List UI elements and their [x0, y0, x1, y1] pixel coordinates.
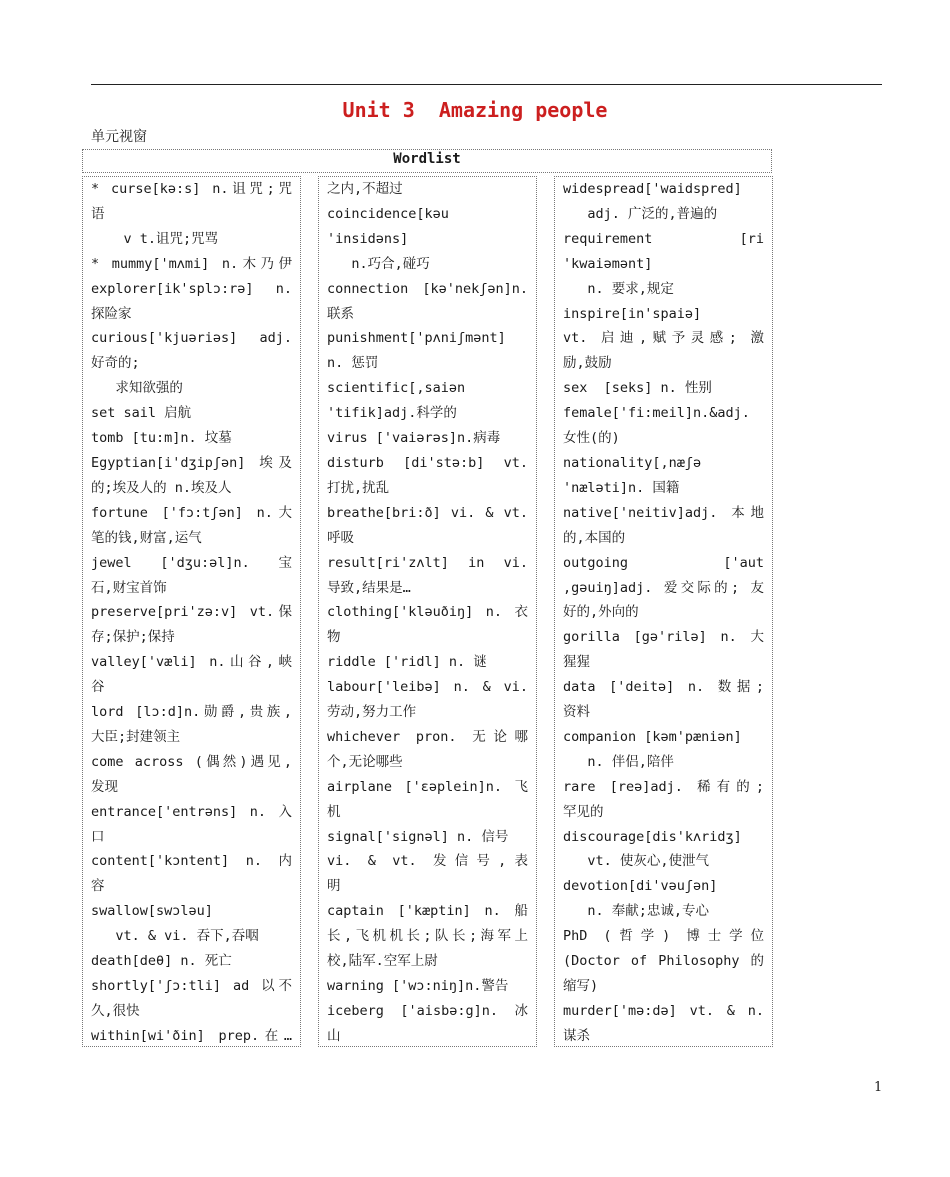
top-rule: [91, 84, 882, 85]
wordlist-line: 存;保护;保持: [91, 629, 175, 646]
wordlist-line: 探险家: [91, 305, 132, 322]
wordlist-line: 猩猩: [563, 654, 590, 671]
page-number: 1: [874, 1080, 883, 1095]
wordlist-line: adj. 广泛的,普遍的: [563, 205, 718, 222]
wordlist-line: explorer[ik'splɔ:rə] n.: [91, 280, 292, 297]
wordlist-line: 笔的钱,财富,运气: [91, 529, 202, 546]
wordlist-line: breathe[bri:ð] vi. & vt.: [327, 504, 528, 521]
wordlist-line: disturb [di'stə:b] vt.: [327, 454, 528, 471]
wordlist-line: scientific[,saiən: [327, 380, 466, 397]
wordlist-line: 的;埃及人的 n.埃及人: [91, 479, 232, 496]
wordlist-column-3: [554, 176, 773, 1047]
wordlist-line: punishment['pʌniʃmənt]: [327, 330, 506, 347]
wordlist-line: valley['væli] n.山谷,峡: [91, 654, 292, 671]
wordlist-line: 校,陆军.空军上尉: [327, 953, 438, 970]
wordlist-column-1: [82, 176, 301, 1047]
wordlist-line: ,gəuiŋ]adj. 爱交际的; 友: [563, 579, 764, 596]
wordlist-line: n.巧合,碰巧: [327, 255, 430, 272]
wordlist-line: tomb [tu:m]n. 坟墓: [91, 430, 232, 447]
wordlist-line: 罕见的: [563, 803, 604, 820]
wordlist-line: 求知欲强的: [91, 380, 183, 397]
wordlist-line: content['kɔntent] n. 内: [91, 853, 292, 870]
wordlist-line: outgoing ['aut: [563, 554, 764, 571]
wordlist-line: 容: [91, 878, 105, 895]
wordlist-line: vt. & vi. 吞下,吞咽: [91, 928, 259, 945]
wordlist-line: Egyptian[i'dʒipʃən] 埃及: [91, 454, 292, 471]
wordlist-line: 机: [327, 803, 341, 820]
wordlist-line: 好奇的;: [91, 355, 140, 372]
wordlist-line: companion [kəm'pæniən]: [563, 728, 742, 745]
wordlist-line: requirement [ri: [563, 230, 764, 247]
wordlist-line: vi. & vt. 发信号,表: [327, 853, 528, 870]
wordlist-line: 打扰,扰乱: [327, 479, 390, 496]
wordlist-line: clothing['kləuðiŋ] n. 衣: [327, 604, 528, 621]
wordlist-line: 发现: [91, 778, 118, 795]
wordlist-line: 呼吸: [327, 529, 354, 546]
wordlist-line: murder['mə:də] vt. & n.: [563, 1002, 764, 1019]
wordlist-line: gorilla [gə'rilə] n. 大: [563, 629, 764, 646]
wordlist-line: n. 惩罚: [327, 355, 379, 372]
wordlist-line: 'insidəns]: [327, 230, 409, 247]
wordlist-line: result[ri'zʌlt] in vi.: [327, 554, 528, 571]
wordlist-line: v t.诅咒;咒骂: [91, 230, 219, 247]
wordlist-line: entrance['entrəns] n. 入: [91, 803, 292, 820]
wordlist-line: 个,无论哪些: [327, 753, 403, 770]
wordlist-line: rare [reə]adj. 稀有的;: [563, 778, 764, 795]
wordlist-line: set sail 启航: [91, 405, 192, 422]
wordlist-line: sex [seks] n. 性别: [563, 380, 712, 397]
wordlist-line: native['neitiv]adj. 本地: [563, 504, 764, 521]
wordlist-line: 山: [327, 1027, 341, 1044]
wordlist-line: 'tifik]adj.科学的: [327, 405, 457, 422]
wordlist-line: 口: [91, 828, 105, 845]
wordlist-line: preserve[pri'zə:v] vt.保: [91, 604, 292, 621]
wordlist-line: connection [kə'nekʃən]n.: [327, 280, 528, 297]
wordlist-line: 'kwaiəmənt]: [563, 255, 653, 272]
wordlist-line: iceberg ['aisbə:g]n. 冰: [327, 1002, 528, 1019]
wordlist-line: warning ['wɔ:niŋ]n.警告: [327, 978, 509, 994]
wordlist-line: captain ['kæptin] n. 船: [327, 903, 528, 920]
wordlist-line: 长,飞机机长;队长;海军上: [327, 928, 528, 945]
wordlist-line: discourage[dis'kʌridʒ]: [563, 828, 742, 845]
wordlist-line: shortly['ʃɔ:tli] ad 以不: [91, 978, 292, 994]
wordlist-line: 谋杀: [563, 1027, 590, 1044]
wordlist-line: * mummy['mʌmi] n.木乃伊: [91, 255, 292, 272]
wordlist-title: Wordlist: [393, 151, 461, 167]
wordlist-line: 励,鼓励: [563, 355, 612, 372]
wordlist-line: 语: [91, 205, 105, 222]
wordlist-line: 好的,外向的: [563, 604, 639, 621]
wordlist-column-2: [318, 176, 537, 1047]
wordlist-line: within[wi'ðin] prep.在…: [91, 1027, 292, 1044]
wordlist-line: inspire[in'spaiə]: [563, 305, 702, 322]
wordlist-line: 'nælәti]n. 国籍: [563, 479, 680, 496]
wordlist-line: coincidence[kəu: [327, 205, 449, 222]
wordlist-line: widespread['waidspred]: [563, 181, 742, 197]
wordlist-line: 导致,结果是…: [327, 579, 411, 596]
wordlist-line: 久,很快: [91, 1002, 140, 1019]
wordlist-line: 缩写): [563, 978, 599, 994]
wordlist-line: 谷: [91, 679, 105, 696]
wordlist-line: come across (偶然)遇见,: [91, 753, 292, 770]
wordlist-line: nationality[,næʃə: [563, 454, 702, 471]
wordlist-line: signal['signəl] n. 信号: [327, 828, 509, 845]
wordlist-line: * curse[kə:s] n.诅咒;咒: [91, 181, 292, 197]
wordlist-line: curious['kjuəriəs] adj.: [91, 330, 292, 347]
section-label: 单元视窗: [91, 129, 147, 145]
wordlist-line: female['fi:meil]n.&adj.: [563, 405, 750, 422]
wordlist-line: lord [lɔ:d]n.勋爵,贵族,: [91, 704, 292, 721]
page-title: Unit 3 Amazing people: [342, 98, 608, 122]
wordlist-line: 明: [327, 878, 341, 895]
wordlist-line: 之内,不超过: [327, 181, 403, 197]
wordlist-line: death[deθ] n. 死亡: [91, 953, 232, 970]
wordlist-line: vt. 使灰心,使泄气: [563, 853, 710, 870]
wordlist-line: 女性(的): [563, 430, 620, 447]
wordlist-line: 大臣;封建领主: [91, 728, 181, 745]
wordlist-line: 劳动,努力工作: [327, 704, 417, 721]
wordlist-line: fortune ['fɔ:tʃən] n.大: [91, 504, 292, 521]
wordlist-line: vt. 启迪,赋予灵感; 激: [563, 330, 764, 347]
wordlist-line: n. 奉献;忠诚,专心: [563, 903, 710, 920]
wordlist-line: 的,本国的: [563, 529, 626, 546]
wordlist-line: 石,财宝首饰: [91, 579, 167, 596]
wordlist-line: n. 要求,规定: [563, 280, 674, 297]
wordlist-line: airplane ['ɛəplein]n. 飞: [327, 778, 528, 795]
wordlist-line: 物: [327, 629, 341, 646]
wordlist-line: 联系: [327, 305, 354, 322]
wordlist-line: PhD (哲学) 博士学位: [563, 928, 764, 945]
wordlist-line: data ['deitə] n. 数据;: [563, 679, 764, 696]
wordlist-line: devotion[di'vəuʃən]: [563, 878, 718, 895]
wordlist-line: whichever pron. 无论哪: [327, 728, 528, 745]
wordlist-line: labour['leibə] n. & vi.: [327, 679, 528, 696]
wordlist-line: jewel ['dʒu:əl]n. 宝: [91, 554, 292, 571]
wordlist-line: (Doctor of Philosophy 的: [563, 953, 764, 970]
wordlist-line: riddle ['ridl] n. 谜: [327, 654, 487, 671]
wordlist-line: 资料: [563, 704, 590, 721]
wordlist-line: swallow[swɔləu]: [91, 903, 213, 920]
wordlist-line: n. 伴侣,陪伴: [563, 753, 674, 770]
wordlist-line: virus ['vaiərəs]n.病毒: [327, 430, 501, 447]
